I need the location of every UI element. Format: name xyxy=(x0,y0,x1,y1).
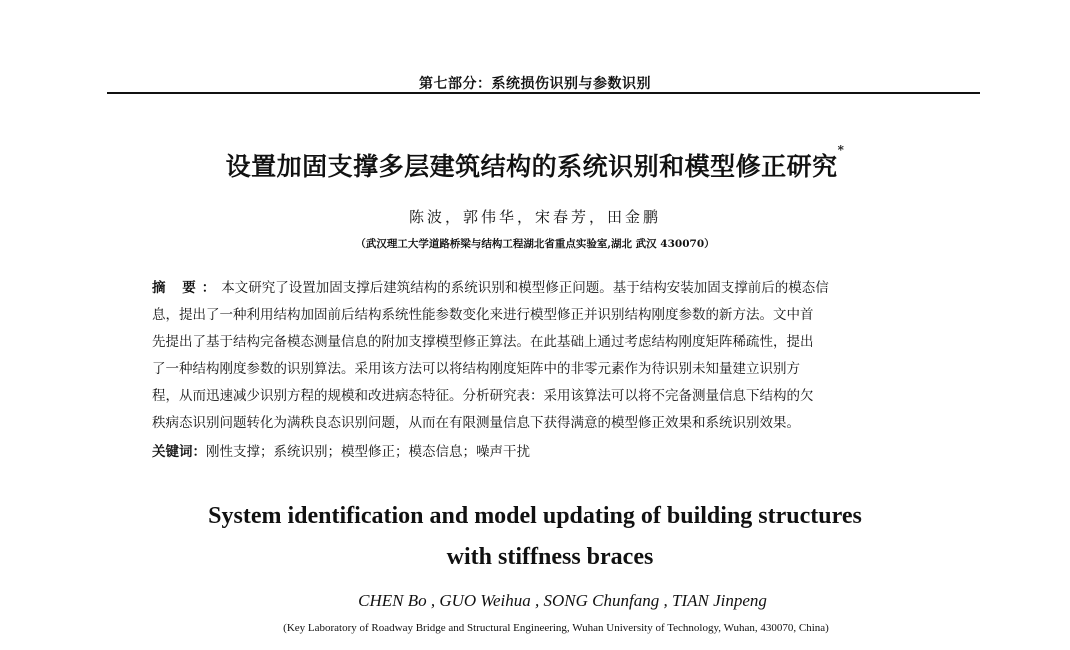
english-title-line-1: System identification and model updating of building structures xyxy=(208,503,862,529)
abstract-line: 息，提出了一种利用结构加固前后结构系统性能参数变化来进行模型修正并识别结构刚度参数的新方法。文中首 xyxy=(152,307,814,323)
english-title-line-2: with stiffness braces xyxy=(446,544,654,570)
chinese-authors: 陈波，郭伟华，宋春芳，田金鹏 xyxy=(408,208,661,226)
keywords-label: 关键词： xyxy=(152,444,206,460)
header-rule xyxy=(107,92,980,94)
chinese-title-text: 设置加固支撑多层建筑结构的系统识别和模型修正研究 xyxy=(225,152,838,181)
chinese-affiliation: （武汉理工大学道路桥梁与结构工程湖北省重点实验室,湖北 武汉 430070） xyxy=(355,238,715,250)
abstract-line: 先提出了基于结构完备模态测量信息的附加支撑模型修正算法。在此基础上通过考虑结构刚度矩阵稀疏性，提出 xyxy=(152,334,814,350)
abstract-text: 本文研究了设置加固支撑后建筑结构的系统识别和模型修正问题。基于结构安装加固支撑前后的模态信 xyxy=(221,280,829,296)
abstract-line xyxy=(152,276,942,296)
english-affiliation: (Key Laboratory of Roadway Bridge and Structural Engineering, Wuhan University of Technology, Wuhan, 430070, China) xyxy=(283,622,829,634)
section-header: 第七部分：系统损伤识别与参数识别 xyxy=(419,76,651,92)
abstract-line: 程，从而迅速减少识别方程的规模和改进病态特征。分析研究表：采用该算法可以将不完备测量信息下结构的欠 xyxy=(152,388,814,404)
keywords-text: 刚性支撑；系统识别；模型修正；模态信息；噪声干扰 xyxy=(206,444,530,460)
abstract-label: 摘 要： xyxy=(152,280,222,296)
abstract-line: 了一种结构刚度参数的识别算法。采用该方法可以将结构刚度矩阵中的非零元素作为待识别未知量建立识别方 xyxy=(152,361,800,377)
title-footnote-mark: * xyxy=(837,143,845,157)
chinese-title xyxy=(0,143,1070,183)
keywords-line xyxy=(152,440,942,460)
abstract-line: 秩病态识别问题转化为满秩良态识别问题，从而在有限测量信息下获得满意的模型修正效果和系统识别效果。 xyxy=(152,415,800,431)
english-authors: CHEN Bo , GUO Weihua , SONG Chunfang , TIAN Jinpeng xyxy=(358,591,767,610)
